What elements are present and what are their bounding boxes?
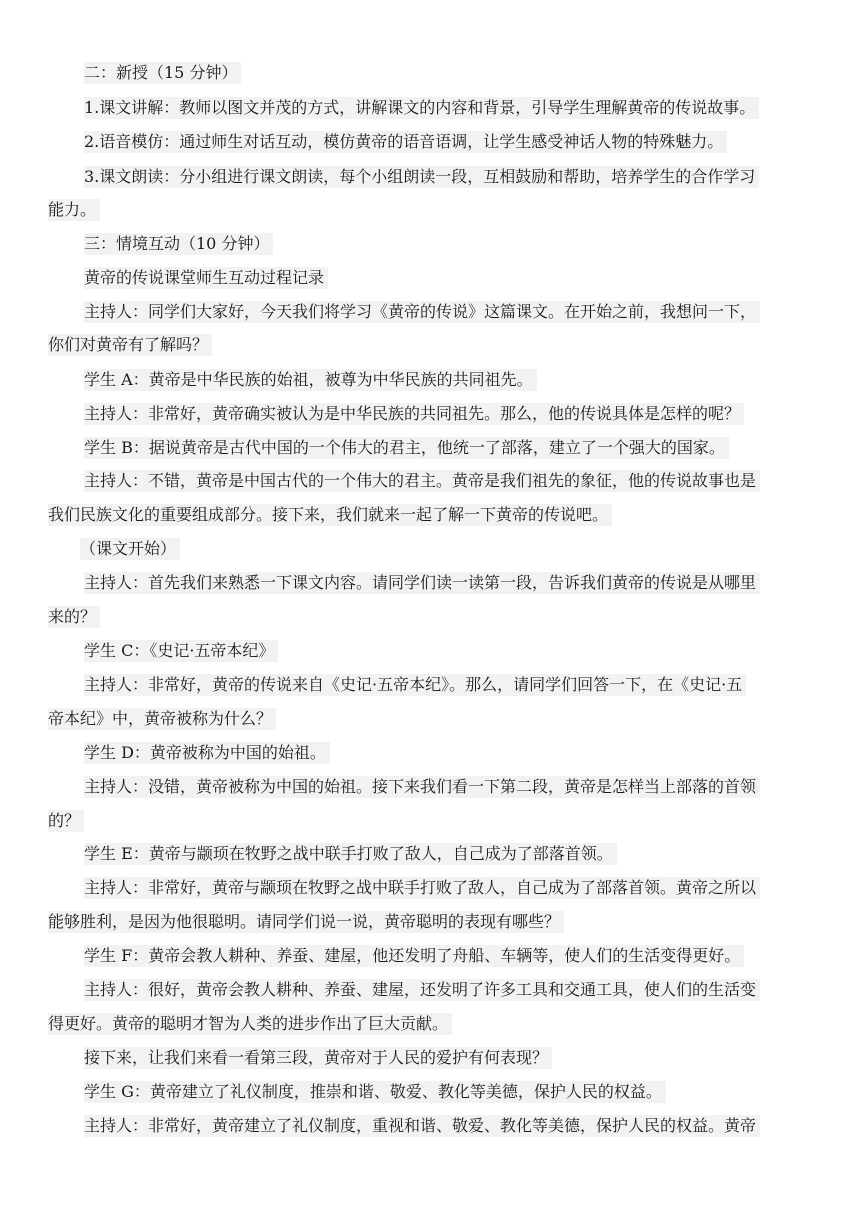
dialogue-line: 主持人：同学们大家好，今天我们将学习《黄帝的传说》这篇课文。在开始之前，我想问一下， bbox=[84, 301, 760, 323]
dialogue-line: 学生 F：黄帝会教人耕种、养蚕、建屋，他还发明了舟船、车辆等，使人们的生活变得更好。 bbox=[84, 945, 744, 967]
dialogue-line: 我们民族文化的重要组成部分。接下来，我们就来一起了解一下黄帝的传说吧。 bbox=[48, 504, 612, 526]
paragraph-line: 2.语音模仿：通过师生对话互动，模仿黄帝的语音语调，让学生感受神话人物的特殊魅力。 bbox=[84, 131, 727, 153]
dialogue-line: 你们对黄帝有了解吗？ bbox=[48, 334, 212, 356]
paragraph-line: 能力。 bbox=[48, 199, 100, 221]
dialogue-line: 主持人：非常好，黄帝确实被认为是中华民族的共同祖先。那么，他的传说具体是怎样的呢？ bbox=[84, 403, 744, 425]
dialogue-line: 主持人：不错，黄帝是中国古代的一个伟大的君主。黄帝是我们祖先的象征，他的传说故事也是 bbox=[84, 470, 760, 492]
record-title: 黄帝的传说课堂师生互动过程记录 bbox=[84, 267, 328, 289]
dialogue-line: 能够胜利，是因为他很聪明。请同学们说一说，黄帝聪明的表现有哪些？ bbox=[48, 911, 564, 933]
section-heading-new-lesson: 二：新授（15 分钟） bbox=[84, 62, 241, 84]
dialogue-line: 来的？ bbox=[48, 606, 100, 628]
dialogue-line: 主持人：首先我们来熟悉一下课文内容。请同学们读一读第一段，告诉我们黄帝的传说是从哪里 bbox=[84, 572, 760, 594]
dialogue-line: 学生 B：据说黄帝是古代中国的一个伟大的君主，他统一了部落，建立了一个强大的国家。 bbox=[84, 437, 729, 459]
dialogue-line: 主持人：非常好，黄帝的传说来自《史记·五帝本纪》。那么，请同学们回答一下，在《史记·五 bbox=[84, 674, 746, 696]
dialogue-line: 学生 A：黄帝是中华民族的始祖，被尊为中华民族的共同祖先。 bbox=[84, 369, 537, 391]
dialogue-line: 学生 G：黄帝建立了礼仪制度，推崇和谐、敬爱、教化等美德，保护人民的权益。 bbox=[84, 1081, 666, 1103]
dialogue-line: 主持人：非常好，黄帝与颛顼在牧野之战中联手打败了敌人，自己成为了部落首领。黄帝之所以 bbox=[84, 877, 760, 899]
dialogue-line: 得更好。黄帝的聪明才智为人类的进步作出了巨大贡献。 bbox=[48, 1013, 452, 1035]
dialogue-line: 主持人：很好，黄帝会教人耕种、养蚕、建屋，还发明了许多工具和交通工具，使人们的生活变 bbox=[84, 979, 760, 1001]
paragraph-line: 1.课文讲解：教师以图文并茂的方式，讲解课文的内容和背景，引导学生理解黄帝的传说故事。 bbox=[84, 97, 759, 119]
dialogue-line: 学生 D：黄帝被称为中国的始祖。 bbox=[84, 742, 330, 764]
text-start-marker: （课文开始） bbox=[80, 538, 180, 560]
dialogue-line: 主持人：没错，黄帝被称为中国的始祖。接下来我们看一下第二段，黄帝是怎样当上部落的首领 bbox=[84, 776, 760, 798]
dialogue-line: 学生 E：黄帝与颛顼在牧野之战中联手打败了敌人，自己成为了部落首领。 bbox=[84, 843, 617, 865]
dialogue-line: 接下来，让我们来看一看第三段，黄帝对于人民的爱护有何表现？ bbox=[84, 1047, 552, 1069]
paragraph-line: 3.课文朗读：分小组进行课文朗读，每个小组朗读一段，互相鼓励和帮助，培养学生的合作学习 bbox=[84, 166, 759, 188]
dialogue-line: 主持人：非常好，黄帝建立了礼仪制度，重视和谐、敬爱、教化等美德，保护人民的权益。黄帝 bbox=[84, 1115, 760, 1137]
section-heading-interaction: 三：情境互动（10 分钟） bbox=[84, 233, 273, 255]
dialogue-line: 帝本纪》中，黄帝被称为什么？ bbox=[48, 708, 276, 730]
dialogue-line: 的？ bbox=[48, 810, 84, 832]
dialogue-line: 学生 C：《史记·五帝本纪》 bbox=[84, 640, 278, 662]
